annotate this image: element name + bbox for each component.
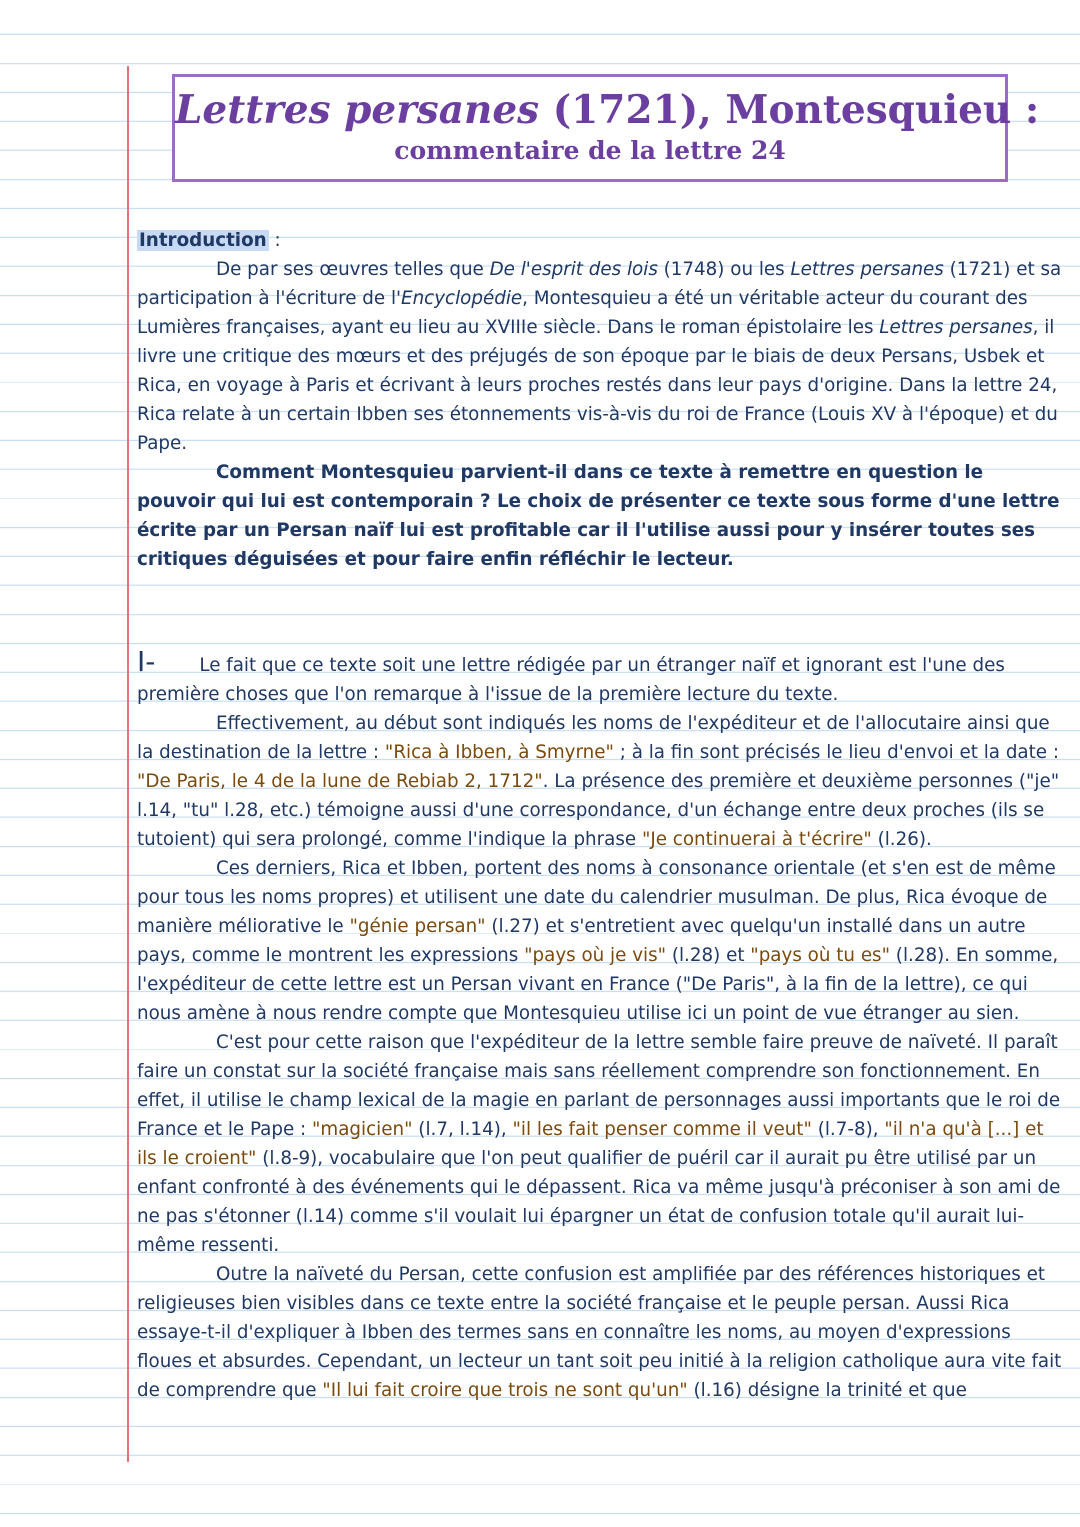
- intro-work-title: De l'esprit des lois: [489, 259, 658, 280]
- intro-work-title: Encyclopédie: [401, 288, 523, 309]
- paragraph-references: [137, 1260, 1062, 1405]
- quote: "De Paris, le 4 de la lune de Rebiab 2, 1712": [137, 771, 543, 792]
- introduction-paragraph: [137, 255, 1062, 458]
- intro-work-title: Lettres persanes: [790, 259, 944, 280]
- intro-text: De par ses œuvres telles que: [216, 259, 490, 280]
- quote: "il les fait penser comme il veut": [512, 1119, 812, 1140]
- quote: "Je continuerai à t'écrire": [641, 829, 872, 850]
- part-one-numeral: I-: [137, 645, 156, 678]
- paragraph-naivety: [137, 1028, 1062, 1260]
- paragraph-oriental-names: [137, 854, 1062, 1028]
- body-text: (l.16) désigne la trinité et que: [687, 1380, 967, 1401]
- body-text: (l.28). En somme, l'expéditeur de cette lettre est un Persan vivant en France ("De Paris", à la fin de la lettre), ce qui nous amène à nous rendre compte que Montesquieu utilise ici un point de vue étranger au sien.: [137, 945, 1059, 1024]
- body-text: (l.7, l.14),: [412, 1119, 513, 1140]
- part-one-lead: [137, 647, 1062, 709]
- body-text: (l.8-9), vocabulaire que l'on peut qualifier de puéril car il aurait pu être utilisé par un enfant confronté à des événements qui le dépassent. Rica va même jusqu'à préconiser à son ami de ne pas s'étonner (l.14) comme s'il voulait lui épargner un état de confusion totale qu'il aurait lui-même ressenti.: [137, 1148, 1061, 1256]
- introduction-section: [137, 226, 1062, 574]
- body-text: Outre la naïveté du Persan, cette confusion est amplifiée par des références historiques et religieuses bien visibles dans ce texte entre la société française et le peuple persan. Aussi Rica essaye-t-il d'expliquer à Ibben des termes sans en connaître les noms, au moyen d'expressions floues et absurdes. Cependant, un lecteur un tant soit peu initié à la religion catholique aura vite fait de comprendre que: [137, 1264, 1062, 1401]
- problematic-paragraph: Comment Montesquieu parvient-il dans ce texte à remettre en question le pouvoir qui lui est contemporain ? Le choix de présenter ce texte sous forme d'une lettre écrite par un Persan naïf lui est profitable car il l'utilise aussi pour y insérer toutes ses critiques déguisées et pour faire enfin réfléchir le lecteur.: [137, 462, 1060, 570]
- body-text: (l.7-8),: [811, 1119, 885, 1140]
- body-text: . La présence des première et deuxième personnes ("je" l.14, "tu" l.28, etc.) témoigne aussi d'une correspondance, d'un échange entre deux proches (ils se tutoient) qui sera prolongé, comme l'indique la phrase: [137, 771, 1060, 850]
- introduction-heading: Introduction: [139, 230, 267, 251]
- page-margin-line: [127, 66, 129, 1462]
- document-subtitle: commentaire de la lettre 24: [394, 136, 786, 165]
- body-text: C'est pour cette raison que l'expéditeur de la lettre semble faire preuve de naïveté. Il paraît faire un constat sur la société française mais sans réellement comprendre son fonctionnement. En effet, il utilise le champ lexical de la magie en parlant de personnages aussi importants que le roi de France et le Pape :: [137, 1032, 1061, 1140]
- quote: "pays où je vis": [524, 945, 667, 966]
- document-title: [175, 87, 1040, 133]
- quote: "génie persan": [349, 916, 486, 937]
- body-text: Ces derniers, Rica et Ibben, portent des noms à consonance orientale (et s'en est de même pour tous les noms propres) et utilisent une date du calendrier musulman. De plus, Rica évoque de manière méliorative le: [137, 858, 1056, 937]
- body-text: (l.27) et s'entretient avec quelqu'un installé dans un autre pays, comme le montrent les expressions: [137, 916, 1026, 966]
- quote: "il n'a qu'à [...] et ils le croient": [137, 1119, 1044, 1169]
- body-text: (l.26).: [871, 829, 932, 850]
- intro-text: , Montesquieu a été un véritable acteur du courant des Lumières françaises, ayant eu lieu au XVIIIe siècle. Dans le roman épistolaire les: [137, 288, 1028, 338]
- title-box: [172, 74, 1040, 182]
- part-one-lead-text: Le fait que ce texte soit une lettre rédigée par un étranger naïf et ignorant est l'une des première choses que l'on remarque à l'issue de la première lecture du texte.: [137, 655, 1005, 705]
- quote: "Il lui fait croire que trois ne sont qu'un": [322, 1380, 688, 1401]
- intro-text: (1721) et sa participation à l'écriture de l': [137, 259, 1062, 309]
- quote: "Rica à Ibben, à Smyrne": [384, 742, 614, 763]
- introduction-heading-line: [137, 226, 1062, 255]
- body-text: Effectivement, au début sont indiqués les noms de l'expéditeur et de l'allocutaire ainsi que la destination de la lettre :: [137, 713, 1050, 763]
- title-rest: (1721), Montesquieu :: [539, 87, 1040, 133]
- intro-work-title: Lettres persanes: [879, 317, 1033, 338]
- intro-text: (1748) ou les: [657, 259, 791, 280]
- quote: "magicien": [312, 1119, 413, 1140]
- part-one-section: [137, 647, 1062, 1405]
- title-work: Lettres persanes: [175, 87, 540, 133]
- body-text: (l.28) et: [666, 945, 751, 966]
- quote: "pays où tu es": [750, 945, 890, 966]
- heading-colon: :: [268, 230, 281, 251]
- paragraph-letter-form: [137, 709, 1062, 854]
- intro-text: , il livre une critique des mœurs et des préjugés de son époque par le biais de deux Persans, Usbek et Rica, en voyage à Paris et écrivant à leurs proches restés dans leur pays d'origine. Dans la lettre 24, Rica relate à un certain Ibben ses étonnements vis-à-vis du roi de France (Louis XV à l'époque) et du Pape.: [137, 317, 1058, 454]
- body-text: ; à la fin sont précisés le lieu d'envoi et la date :: [613, 742, 1060, 763]
